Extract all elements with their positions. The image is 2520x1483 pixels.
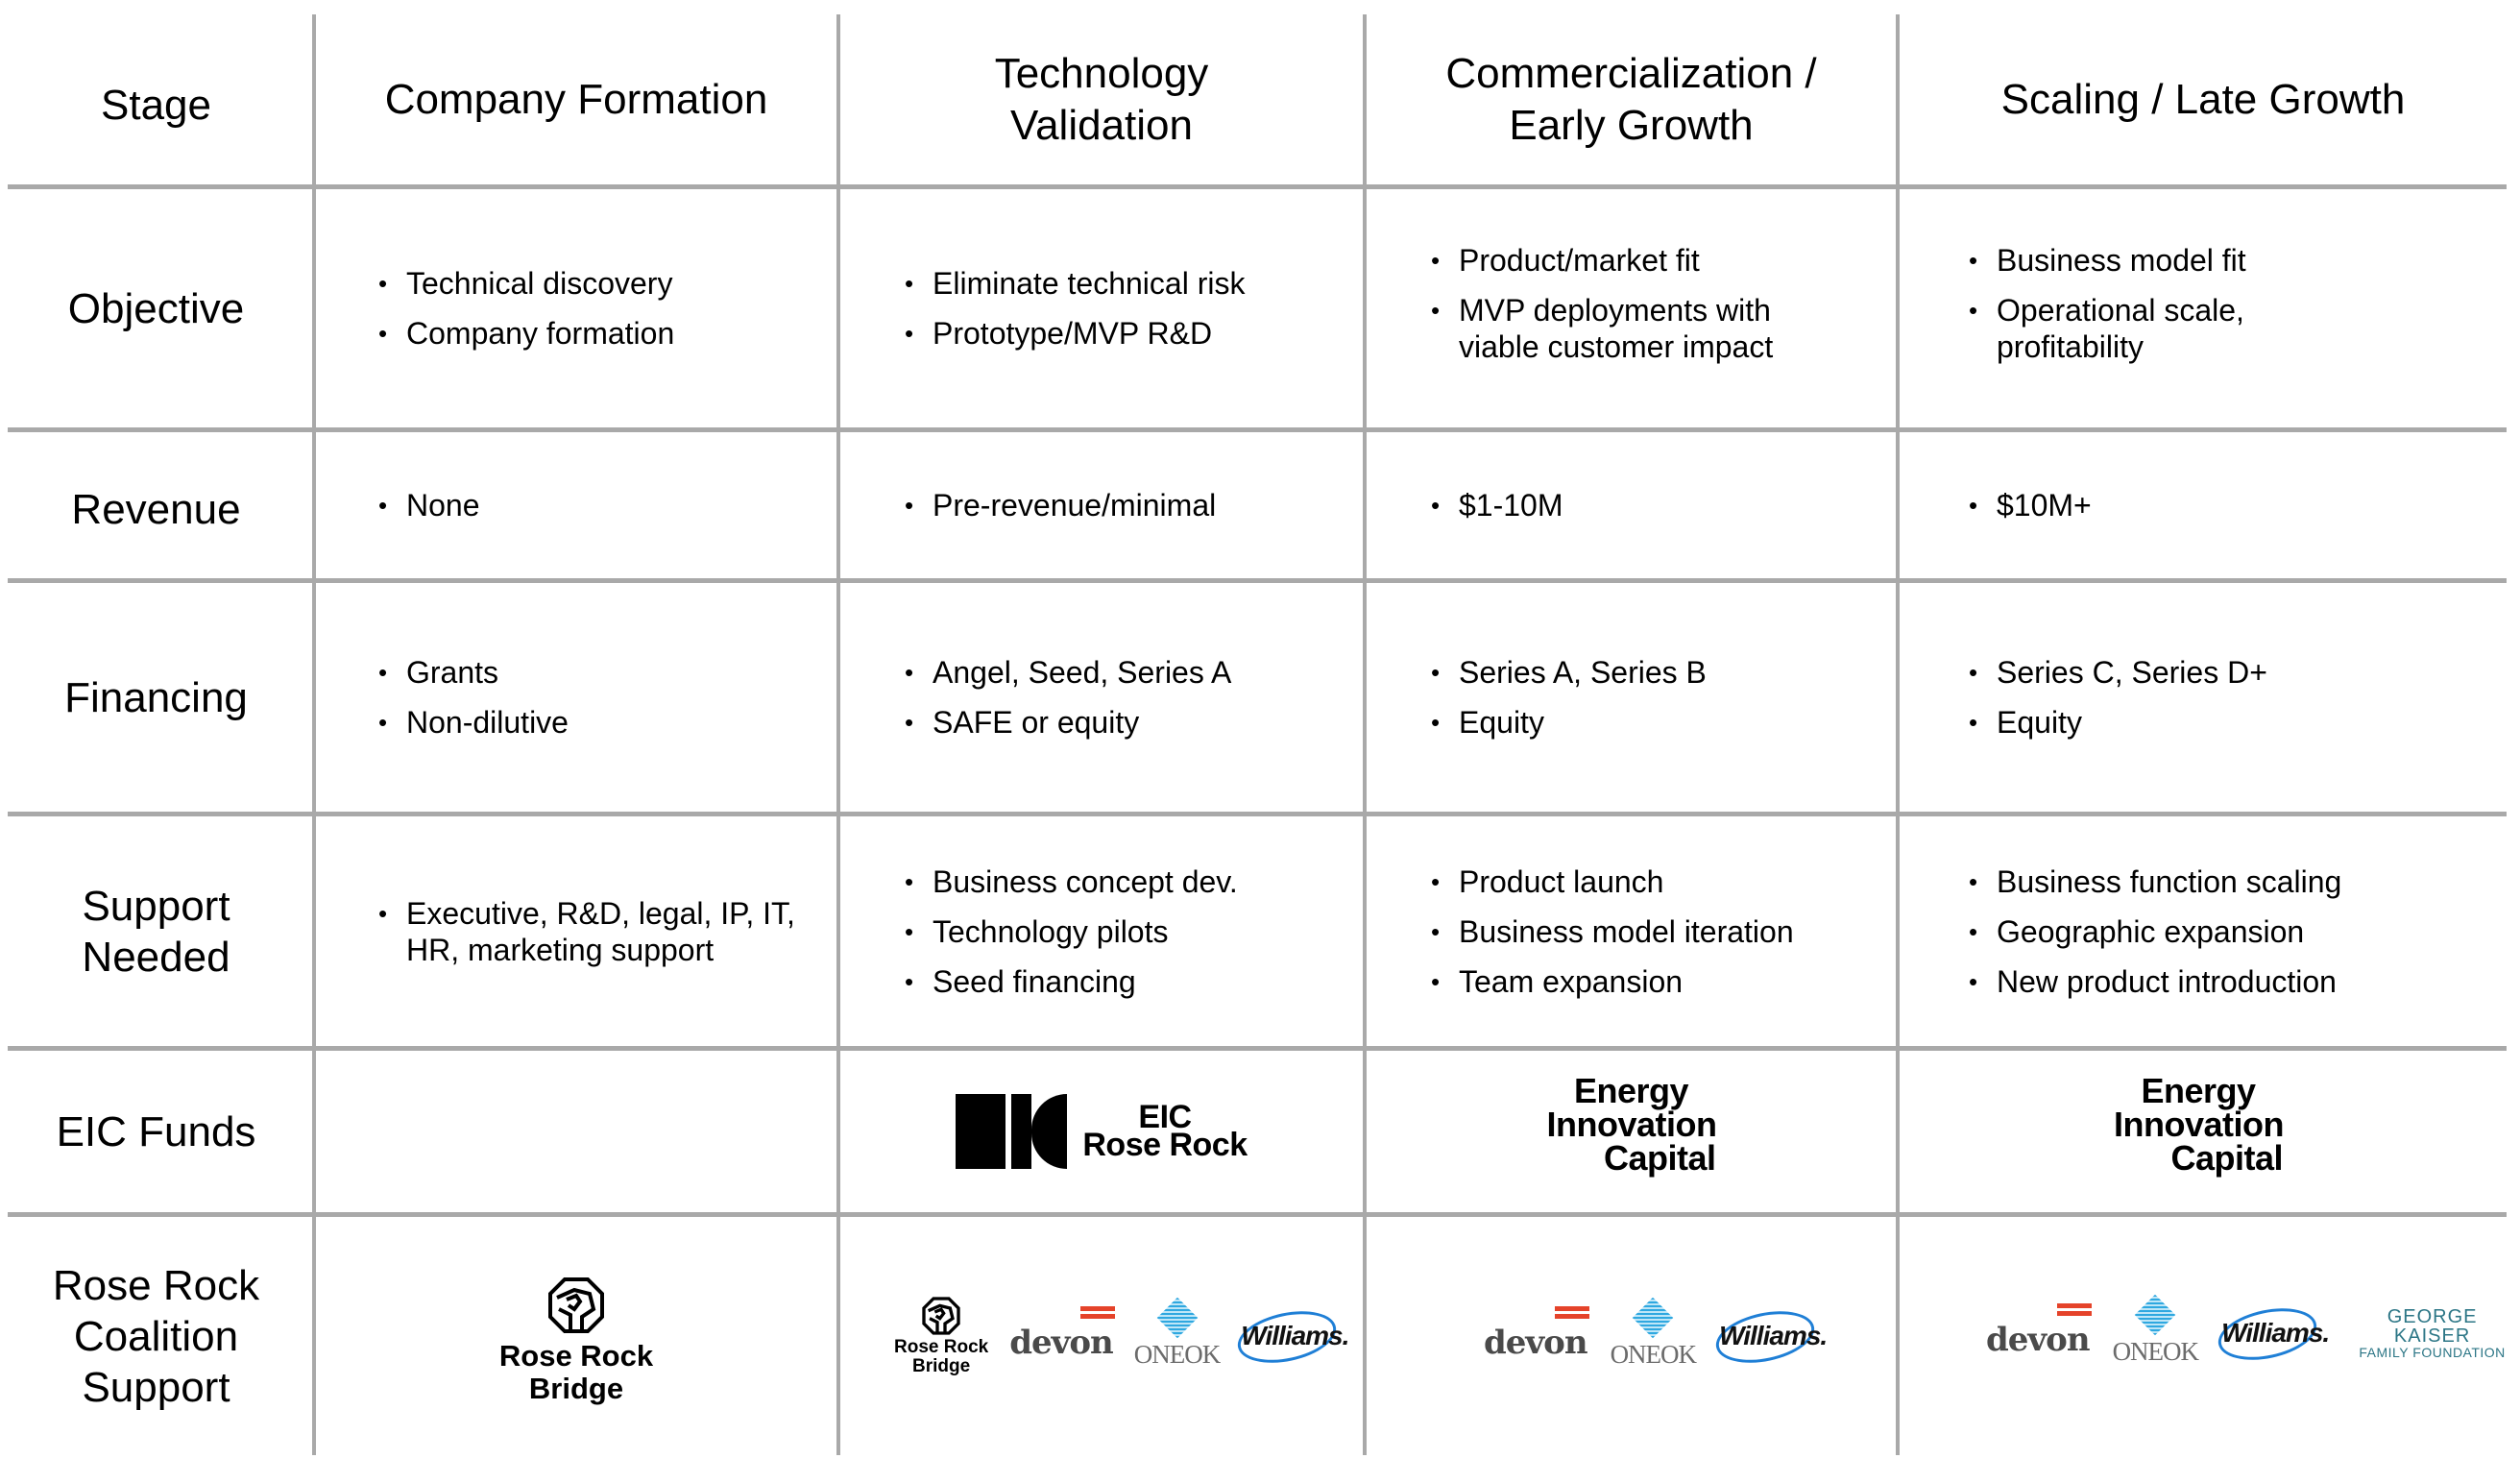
coalition-logo-row: [894, 1297, 1348, 1376]
devon-bars-icon: [1080, 1306, 1115, 1322]
rose-rock-bridge-icon: [922, 1297, 960, 1335]
financing-cell-scaling: [1969, 583, 2420, 812]
coalition-logo-row: [1986, 1301, 2507, 1367]
wordmark-line: Innovation: [2114, 1104, 2284, 1144]
financing-cell-commercialization: [1431, 583, 1882, 812]
list-item: • New product introduction: [1969, 963, 2341, 1000]
eic-rose-rock-logo: [956, 1094, 1247, 1169]
bullet-list: [905, 265, 1245, 352]
eic-mark-icon: [956, 1094, 1067, 1169]
oneok-diamond-icon: [1633, 1297, 1673, 1337]
energy-innovation-capital-logo: [1546, 1070, 1717, 1178]
oneok-logo: [1611, 1303, 1697, 1370]
list-item: • Business model iteration: [1431, 913, 1794, 950]
devon-logo: [1484, 1324, 1587, 1362]
oneok-wordmark: ONEOK: [1610, 1339, 1697, 1369]
list-item: • Equity: [1969, 704, 2267, 741]
bullet-list: [1431, 863, 1794, 1000]
list-item: • Technology pilots: [905, 913, 1238, 950]
column-title: Scaling / Late Growth: [2000, 75, 2406, 123]
row-label-text: Financing: [64, 673, 248, 721]
bullet-list: [905, 654, 1231, 741]
revenue-cell-commercialization: [1431, 432, 1882, 578]
row-label-text: Support Needed: [82, 882, 230, 981]
wordmark-line: GEORGE KAISER: [2387, 1306, 2478, 1347]
devon-wordmark: devon: [1009, 1324, 1113, 1362]
list-item: • $10M+: [1969, 487, 2092, 523]
williams-wordmark: Williams.: [1719, 1321, 1828, 1350]
list-item: • Eliminate technical risk: [905, 265, 1245, 302]
wordmark-line: Bridge: [528, 1372, 624, 1405]
financing-cell-company-formation: [378, 583, 830, 812]
bullet-list: [1431, 487, 1563, 523]
stage-label-text: Stage: [101, 81, 211, 129]
header-company-formation: [316, 14, 836, 184]
devon-bars-icon: [2057, 1303, 2092, 1319]
row-label-financing: [0, 583, 312, 812]
list-item: • Geographic expansion: [1969, 913, 2341, 950]
coalition-cell-commercialization: [1367, 1217, 1896, 1455]
list-item: • Equity: [1431, 704, 1707, 741]
bullet-list: [378, 895, 801, 968]
williams-wordmark: Williams.: [2221, 1318, 2330, 1348]
list-item: • $1-10M: [1431, 487, 1563, 523]
list-item: • Product launch: [1431, 863, 1794, 900]
objective-cell-scaling: [1969, 189, 2286, 427]
bullet-list: [905, 487, 1216, 523]
list-item: • SAFE or equity: [905, 704, 1231, 741]
row-label-revenue: [0, 432, 312, 578]
wordmark-line: Capital: [2170, 1137, 2283, 1178]
row-label-text: [53, 1260, 259, 1413]
list-item: • None: [378, 487, 480, 523]
wordmark-line: FAMILY FOUNDATION: [2359, 1345, 2506, 1360]
wordmark-line: Bridge: [912, 1355, 971, 1376]
oneok-wordmark: ONEOK: [1133, 1339, 1221, 1369]
list-item: • Pre-revenue/minimal: [905, 487, 1216, 523]
bullet-list: [905, 863, 1238, 1000]
column-title: Commercialization / Early Growth: [1445, 49, 1817, 149]
list-item: • Grants: [378, 654, 569, 691]
williams-logo: [2221, 1318, 2329, 1349]
column-title: Technology Validation: [994, 49, 1209, 149]
wordmark-line: Energy: [1573, 1070, 1689, 1110]
coalition-cell-scaling: [1900, 1217, 2507, 1455]
bullet-list: [378, 654, 569, 741]
eic-funds-cell-technology-validation: [840, 1051, 1363, 1212]
bullet-list: [378, 265, 674, 352]
williams-logo: [1241, 1321, 1348, 1351]
support-cell-commercialization: [1431, 816, 1882, 1046]
eic-funds-cell-commercialization: [1367, 1051, 1896, 1212]
list-item: • Series C, Series D+: [1969, 654, 2267, 691]
list-item: • Prototype/MVP R&D: [905, 315, 1245, 352]
williams-logo: [1719, 1321, 1827, 1351]
coalition-cell-company-formation: [316, 1217, 836, 1455]
coalition-logo-row: [1484, 1303, 1827, 1370]
list-item: • Technical discovery: [378, 265, 674, 302]
label-line: Support: [82, 1363, 230, 1411]
list-item: • Team expansion: [1431, 963, 1794, 1000]
support-cell-company-formation: [378, 816, 801, 1046]
eic-funds-cell-scaling: [1900, 1051, 2507, 1212]
financing-cell-technology-validation: [905, 583, 1356, 812]
devon-wordmark: devon: [1986, 1321, 2090, 1359]
list-item: • Series A, Series B: [1431, 654, 1707, 691]
label-line: Rose Rock: [52, 1261, 260, 1309]
bullet-list: [1431, 242, 1815, 365]
wordmark-line: Energy: [2141, 1070, 2256, 1110]
revenue-cell-technology-validation: [905, 432, 1356, 578]
header-commercialization: [1367, 14, 1896, 184]
bullet-list: [1969, 242, 2286, 365]
objective-cell-technology-validation: [905, 189, 1356, 427]
bullet-list: [378, 487, 480, 523]
oneok-wordmark: ONEOK: [2112, 1336, 2199, 1366]
bullet-list: [1431, 654, 1707, 741]
rose-rock-bridge-icon: [547, 1276, 605, 1334]
wordmark-line: Rose Rock: [1082, 1127, 1248, 1163]
devon-logo: [1986, 1321, 2090, 1359]
list-item: • Executive, R&D, legal, IP, IT, HR, marketing support: [378, 895, 801, 968]
list-item: • Product/market fit: [1431, 242, 1815, 279]
rose-rock-bridge-logo: [499, 1276, 653, 1405]
george-kaiser-family-foundation-logo: [2358, 1307, 2507, 1359]
list-item: • Seed financing: [905, 963, 1238, 1000]
bullet-list: [1969, 487, 2092, 523]
wordmark-line: Innovation: [1546, 1104, 1717, 1144]
wordmark-line: Capital: [1603, 1137, 1716, 1178]
wordmark-line: Rose Rock: [498, 1339, 654, 1373]
devon-wordmark: devon: [1484, 1324, 1587, 1362]
list-item: • Business concept dev.: [905, 863, 1238, 900]
rose-rock-bridge-wordmark: [894, 1338, 988, 1376]
devon-bars-icon: [1555, 1306, 1589, 1322]
list-item: • Business function scaling: [1969, 863, 2341, 900]
revenue-cell-company-formation: [378, 432, 830, 578]
objective-cell-commercialization: [1431, 189, 1815, 427]
row-label-eic-funds: [0, 1051, 312, 1212]
support-cell-technology-validation: [905, 816, 1356, 1046]
list-item: • Business model fit: [1969, 242, 2286, 279]
oneok-logo: [1134, 1303, 1221, 1370]
rose-rock-bridge-logo: [894, 1297, 988, 1376]
row-label-text: Revenue: [71, 485, 241, 533]
list-item: • MVP deployments with viable customer impact: [1431, 292, 1815, 365]
oneok-diamond-icon: [2135, 1294, 2175, 1334]
devon-logo: [1009, 1324, 1113, 1362]
row-label-objective: [0, 189, 312, 427]
wordmark-line: EIC: [1138, 1099, 1192, 1135]
eic-rose-rock-wordmark: [1082, 1099, 1248, 1163]
row-label-coalition-support: [0, 1217, 312, 1455]
list-item: • Company formation: [378, 315, 674, 352]
header-scaling: [1900, 14, 2507, 184]
label-line: Coalition: [73, 1312, 239, 1360]
energy-innovation-capital-logo: [2114, 1070, 2284, 1178]
list-item: • Angel, Seed, Series A: [905, 654, 1231, 691]
row-label-text: Objective: [67, 284, 245, 332]
bullet-list: [1969, 654, 2267, 741]
objective-cell-company-formation: [378, 189, 830, 427]
header-technology-validation: [840, 14, 1363, 184]
header-stage-label: [0, 14, 312, 184]
oneok-diamond-icon: [1156, 1297, 1197, 1337]
oneok-logo: [2113, 1301, 2199, 1367]
revenue-cell-scaling: [1969, 432, 2420, 578]
list-item: • Non-dilutive: [378, 704, 569, 741]
coalition-cell-technology-validation: [840, 1217, 1363, 1455]
support-cell-scaling: [1969, 816, 2468, 1046]
row-label-support-needed: [0, 816, 312, 1046]
list-item: • Operational scale, profitability: [1969, 292, 2286, 365]
wordmark-line: Rose Rock: [894, 1336, 989, 1357]
row-label-text: EIC Funds: [56, 1107, 256, 1155]
williams-wordmark: Williams.: [1241, 1321, 1349, 1350]
column-title: Company Formation: [384, 75, 768, 123]
rose-rock-bridge-wordmark: [499, 1340, 653, 1405]
bullet-list: [1969, 863, 2341, 1000]
